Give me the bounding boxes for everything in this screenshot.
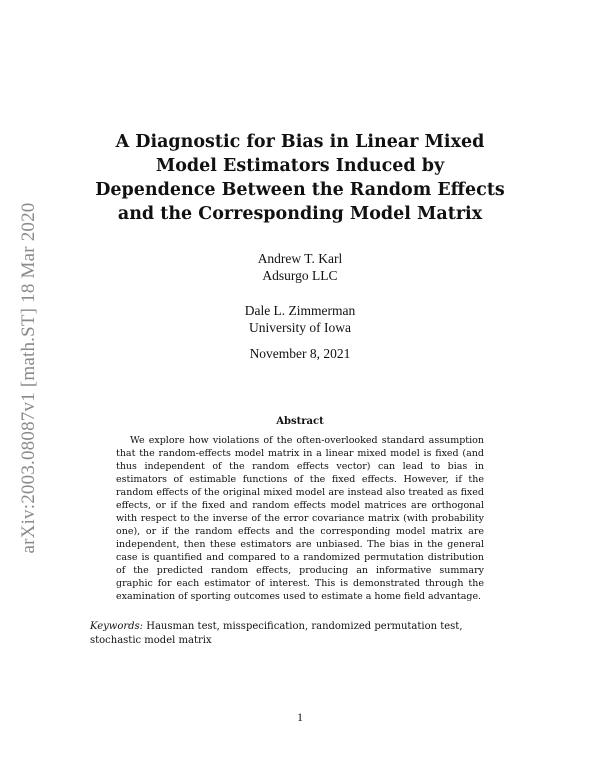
author-name: Dale L. Zimmerman bbox=[244, 303, 356, 318]
abstract-text: We explore how violations of the often-overlooked standard assumption that the random-effects model matrix in a linear mixed model is fixed (and thus independent of the random effects vector) can lead to bias in estimators of estimable functions of the fixed effects. However, if the random effects of the original mixed model are instead also treated as fixed effects, or if the fixed and random effects model matrices are orthogonal with respect to the inverse of the error covariance matrix (with probability one), or if the random effects and the corresponding model matrix are independent, then these estimators are unbiased. The bias in the general case is quantified and compared to a randomized permutation distribution of the predicted random effects, producing an informative summary graphic for each estimator of interest. This is demonstrated through the examination of sporting outcomes used to estimate a home field advantage. bbox=[116, 435, 484, 602]
keywords-text: Hausman test, misspecification, randomized permutation test, stochastic model matrix bbox=[90, 621, 463, 646]
arxiv-sidebar bbox=[14, 188, 44, 568]
arxiv-identifier: arXiv:2003.08087v1 [math.ST] 18 Mar 2020 bbox=[18, 202, 39, 554]
author-block-2 bbox=[150, 302, 450, 336]
date-block bbox=[150, 345, 450, 362]
title-line: Dependence Between the Random Effects bbox=[95, 180, 505, 200]
paper-date: November 8, 2021 bbox=[249, 346, 351, 361]
author-affiliation: Adsurgo LLC bbox=[262, 268, 338, 283]
paper-title bbox=[60, 130, 540, 226]
title-line: A Diagnostic for Bias in Linear Mixed bbox=[115, 132, 485, 152]
title-line: Model Estimators Induced by bbox=[155, 156, 445, 176]
keywords-label: Keywords: bbox=[90, 621, 144, 632]
author-name: Andrew T. Karl bbox=[257, 251, 343, 266]
author-affiliation: University of Iowa bbox=[249, 320, 351, 335]
author-block-1 bbox=[150, 250, 450, 284]
keywords bbox=[90, 620, 514, 648]
abstract-heading: Abstract bbox=[276, 416, 324, 427]
title-line: and the Corresponding Model Matrix bbox=[117, 204, 483, 224]
page-number: 1 bbox=[297, 710, 303, 724]
